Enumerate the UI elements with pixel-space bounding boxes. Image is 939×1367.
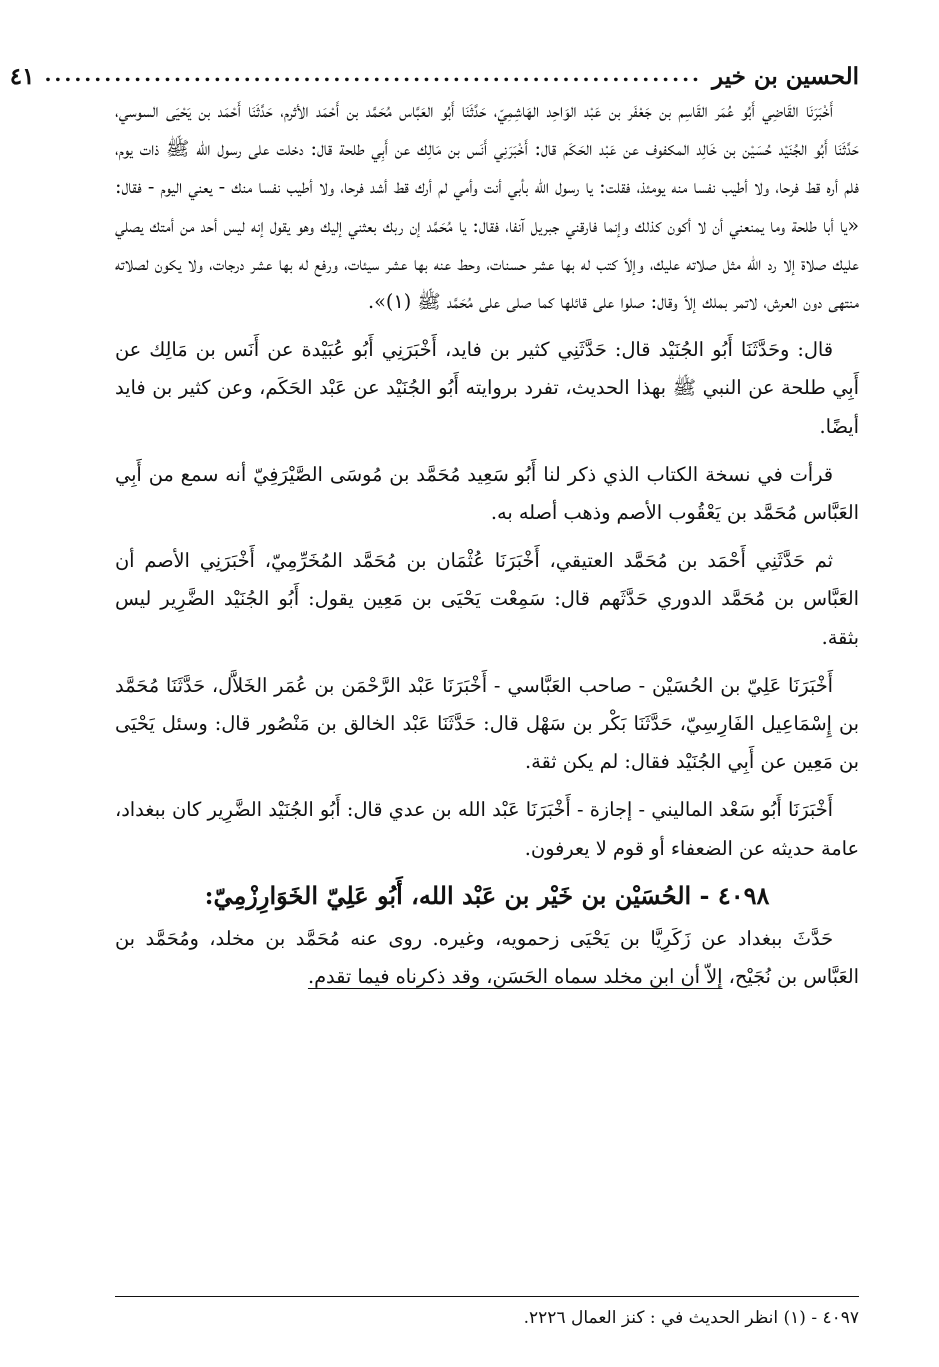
entry-paragraph <box>115 920 859 996</box>
page-number: ٤١ <box>9 63 35 90</box>
running-header <box>9 50 859 90</box>
paragraph-4: ثم حَدَّثَنِي أَحْمَد بن مُحَمَّد العتيقي، أَخْبَرَنَا عُثْمَان بن مُحَمَّد المُخَرِّمِيّ، أَخْبَرَنِي الأصم أن العَبَّاس بن مُحَمَّد الدوري حَدَّثَهم قال: سَمِعْت يَحْيَى بن مَعِين يقول: أَبُو الجُنَيْد الضَّرِير ليس بثقة. <box>115 549 859 649</box>
header-title: الحسين بن خير <box>712 63 859 90</box>
paragraph-6: أَخْبَرَنَا أَبُو سَعْد الماليني - إجازة - أَخْبَرَنَا عَبْد الله بن عدي قال: أَبُو الجُنَيْد الضَّرِير كان ببغداد، عامة حديثه عن الضعفاء أو قوم لا يعرفون. <box>115 798 859 860</box>
paragraph-3: قرأت في نسخة الكتاب الذي ذكر لنا أَبُو سَعِيد مُحَمَّد بن مُوسَى الصَّيْرَفِيّ أنه سمع من أَبِي العَبَّاس مُحَمَّد بن يَعْقُوب الأصم وذهب أصله به. <box>115 462 859 525</box>
entry-heading: ٤٠٩٨ - الحُسَيْن بن خَيْر بن عَبْد الله، أَبُو عَلِيّ الخَوَارِزْمِيّ: <box>204 880 770 910</box>
main-text <box>115 92 859 996</box>
footnote: ٤٠٩٧ - (١) انظر الحديث في : كنز العمال ٢٢٢٦. <box>523 1308 859 1328</box>
paragraph-1: أَخْبَرَنَا القَاضِي أَبُو عُمَر القَاسِم بن جَعْفَر بن عَبْد الوَاحِد الهَاشِمِيّ، حَدَّثَنَا أَبُو العَبَّاس مُحَمَّد بن أَحْمَد الأثرم، حَدَّثَنَا أَحْمَد بن يَحْيَى السوسي، حَدَّثَنَا أَبُو الجُنَيْد حُسَيْن بن خَالِد المكفوف عن عَبْد الحَكَم قال: أَخْبَرَنِي أَنَس بن مَالِك عن أَبِي طلحة قال: دخلت على رسول الله ﷺ ذات يوم، فلم أره قط فرحا، ولا أطيب نفسا منه يومئذ، فقلت: يا رسول الله بأبي أنت وأمي لم أرك قط أشد فرحا، ولا أطيب نفسا منك - يعني اليوم - فقال: «يا أبا طلحة وما يمنعني أن لا أكون كذلك وإنما فارقني جبريل آنفا، فقال: يا مُحَمَّد إن ربك بعثني إليك وهو يقول إنه ليس أحد من أمتك يصلي عليك صلاة إلا رد الله مثل صلاته عليك، وإلاّ كتب له بها عشر حسنات، وحط عنه بها عشر سيئات، ورفع له بها عشر درجات، ولا يكون لصلاته منتهى دون العرش، لاتمر بملك إلاّ وقال: صلوا على قائلها كما صلى على مُحَمَّد ﷺ (١)». <box>115 99 859 314</box>
entry-text: حَدَّثَ ببغداد عن زَكَرِيَّا بن يَحْيَى زحمويه، وغيره. روى عنه مُحَمَّد بن مخلد، ومُحَمَّد بن العَبَّاس بن نُجَيْح، <box>115 926 859 989</box>
paragraph-2: قال: وحَدَّثَنَا أَبُو الجُنَيْد قال: حَدَّثَنِي كثير بن فايد، أَخْبَرَنِي أَبُو عُبَيْدة عن أَنَس بن مَالِك عن أَبِي طلحة عن النبي ﷺ بهذا الحديث، تفرد بروايته أَبُو الجُنَيْد عن عَبْد الحَكَم، وعن كثير بن فايد أيضًا. <box>115 338 859 438</box>
paragraph-5: أَخْبَرَنَا عَلِيّ بن الحُسَيْن - صاحب العَبَّاسي - أَخْبَرَنَا عَبْد الرَّحْمَن بن عُمَر الخَلاَّل، حَدَّثَنَا مُحَمَّد بن إِسْمَاعِيل الفَارِسِيّ، حَدَّثَنَا بَكْر بن سَهْل قال: حَدَّثَنَا عَبْد الخالق بن مَنْصُور قال: وسئل يَحْيَى بن مَعِين عن أَبِي الجُنَيْد فقال: لم يكن ثقة. <box>115 673 859 774</box>
header-leader-dots: .................................................................. <box>44 62 703 86</box>
entry-text-underlined: إلاّ أن ابن مخلد سماه الحَسَن، وقد ذكرناه فيما تقدم. <box>307 965 723 989</box>
footnote-separator <box>115 1296 859 1297</box>
